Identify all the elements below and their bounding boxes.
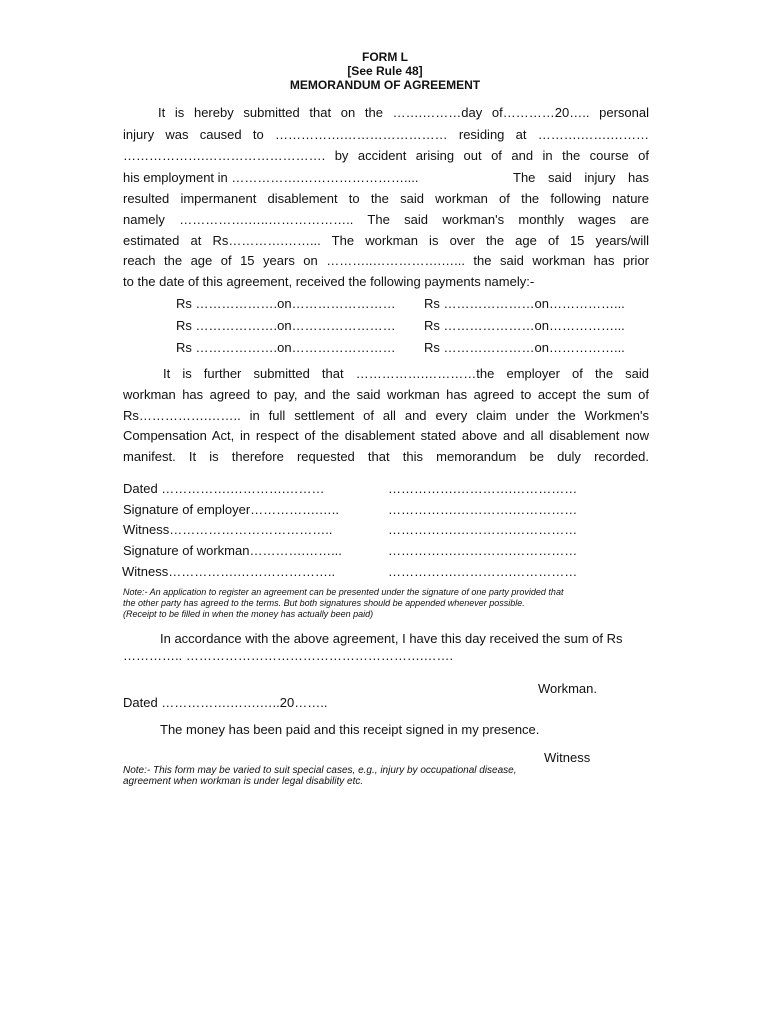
para2-line: Compensation Act, in respect of the disablement stated above and all disablement now xyxy=(123,428,649,443)
witness-label: Witness xyxy=(544,750,591,765)
signature-label: Witness…………….………………….. xyxy=(122,564,336,579)
para2-line: It is further submitted that …………….…………the employer of the said xyxy=(163,366,649,381)
note-line: the other party has agreed to the terms. But both signatures should be appended whenever possible. xyxy=(123,598,525,608)
payment-right: Rs …………………on……………... xyxy=(424,296,625,311)
signature-blank: …………….………….…………… xyxy=(388,502,578,517)
note-line: agreement when workman is under legal disability etc. xyxy=(123,776,364,787)
signature-label: Signature of workman………….……... xyxy=(123,543,342,558)
para1-line: his employment in …………….…………………….... xyxy=(123,170,419,185)
para2-line: workman has agreed to pay, and the said workman has agreed to accept the sum of xyxy=(123,387,649,402)
form-heading: MEMORANDUM OF AGREEMENT xyxy=(289,78,481,92)
para1-line: resulted impermanent disablement to the said workman of the following nature xyxy=(123,191,649,206)
payment-left: Rs ……………….on…………………… xyxy=(176,340,396,355)
para2-line: manifest. It is therefore requested that this memorandum be duly recorded. xyxy=(123,449,649,464)
para1-line: namely …………….…..……………….. The said workman's monthly wages are xyxy=(123,212,649,227)
para2-line: Rs…………….…….. in full settlement of all and every claim under the Workmen's xyxy=(123,408,649,423)
note-line: Note:- An application to register an agreement can be presented under the signature of one party provided that xyxy=(123,587,564,597)
signature-label: Dated …………….………….……… xyxy=(123,481,325,496)
signature-blank: …………….………….…………… xyxy=(388,543,578,558)
para1-line: reach the age of 15 years on ………..…………….…... the said workman has prior xyxy=(123,253,649,268)
receipt-blank: ………….. ……………………………………………….……. xyxy=(123,648,454,663)
payment-right: Rs …………………on……………... xyxy=(424,318,625,333)
signature-label: Signature of employer…………….….. xyxy=(123,502,340,517)
receipt-paid: The money has been paid and this receipt signed in my presence. xyxy=(160,722,540,737)
note-line: Note:- This form may be varied to suit special cases, e.g., injury by occupational disease, xyxy=(123,765,517,776)
payment-left: Rs ……………….on…………………… xyxy=(176,296,396,311)
para1-line: to the date of this agreement, received the following payments namely:- xyxy=(123,274,535,289)
payment-right: Rs …………………on……………... xyxy=(424,340,625,355)
receipt-line: In accordance with the above agreement, I have this day received the sum of Rs xyxy=(160,631,623,646)
para1-line: ……………….………………………. by accident arising out of and in the course of xyxy=(123,148,649,163)
para1-line: estimated at Rs………….……... The workman is over the age of 15 years/will xyxy=(123,233,649,248)
workman-label: Workman. xyxy=(538,681,597,696)
payment-left: Rs ……………….on…………………… xyxy=(176,318,396,333)
signature-blank: …………….………….…………… xyxy=(388,564,578,579)
para1-line: injury was caused to …………….…………………… residing at ……….…….……… xyxy=(123,127,649,142)
receipt-dated: Dated …………….…….…..20…….. xyxy=(123,695,328,710)
para1-line: The said injury has xyxy=(513,170,649,185)
note-line: (Receipt to be filled in when the money has actually been paid) xyxy=(123,609,374,619)
signature-blank: …………….………….…………… xyxy=(388,522,578,537)
signature-blank: …………….………….…………… xyxy=(388,481,578,496)
para1-line: It is hereby submitted that on the …….………day of…………20….. personal xyxy=(158,105,649,120)
form-rule: [See Rule 48] xyxy=(347,64,423,78)
signature-label: Witness……………………………….. xyxy=(123,522,333,537)
form-title: FORM L xyxy=(362,50,408,64)
